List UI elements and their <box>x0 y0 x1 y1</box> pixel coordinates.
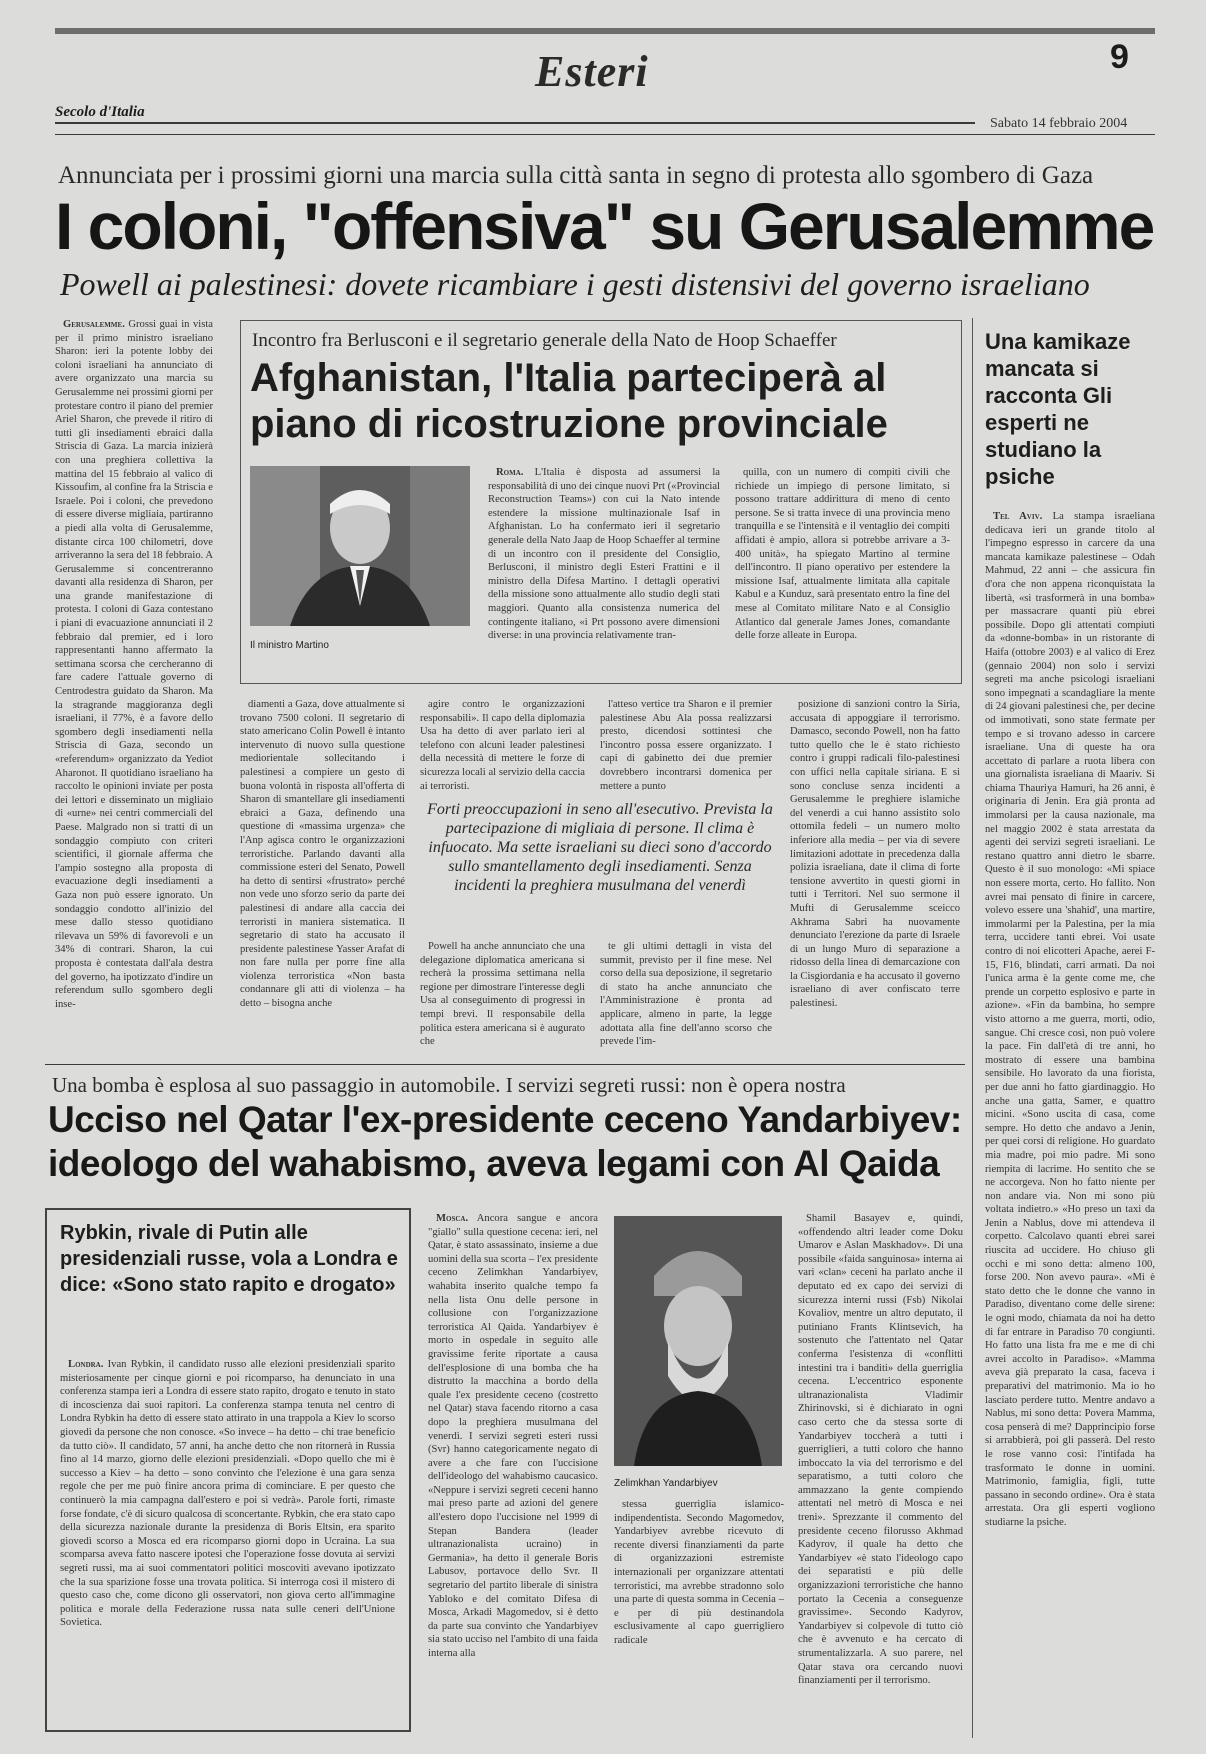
afghan-kicker: Incontro fra Berlusconi e il segretario generale della Nato de Hoop Schaeffer <box>252 330 837 351</box>
header-rule <box>55 122 975 124</box>
chechen-top-rule <box>45 1064 965 1065</box>
lead-col4b-text: te gli ultimi dettagli in vista del summit, previsto per il fine mese. Nel corso della sua deposizione, il segretario di stato ha anche annunciato che l'Amministrazione è pronta ad applicare, almeno in parte, la legge adottata alla fine dell'anno scorso che prevede l'im- <box>600 941 772 1048</box>
chechen-column-2 <box>798 1212 963 1737</box>
portrait-illustration <box>250 466 470 626</box>
lead-kicker: Annunciata per i prossimi giorni una marcia sulla città santa in segno di protesta allo sgombero di Gaza <box>58 162 1094 189</box>
lead-col2-text: diamenti a Gaza, dove attualmente si trovano 7500 coloni. Il segretario di stato americano Colin Powell è intanto intervenuto di nuovo sulla questione mediorientale sollecitando i palestinesi a compiere un gesto di buona volontà in risposta all'offerta di Sharon di smantellare gli insediamenti ebraici a Gaza, definendo una questione di «massima urgenza» che l'Anp agisca contro le organizzazioni terroristiche. Parlando davanti alla commissione esteri del Senato, Powell ha detto di sentirsi «frustrato» perché non vede uno sforzo serio da parte dei palestinesi di andare alla caccia dei terroristi in maniera sistematica. Il segretario di stato ha accusato il presidente palestinese Yasser Arafat di non fare nulla per porre fine alla violenza terroristica «Non basta condannare gli atti di violenza – ha detto – bisogna anche <box>240 699 405 1010</box>
rybkin-headline: Rybkin, rivale di Putin alle presidenziali russe, vola a Londra e dice: «Sono stato rapito e drogato» <box>60 1222 398 1296</box>
afghan-dateline: Roma. <box>496 467 524 478</box>
yandarbiyev-photo <box>614 1216 782 1466</box>
lead-column-2 <box>240 698 405 1053</box>
lead-column-3 <box>420 698 585 790</box>
sidebar-divider <box>972 318 973 1738</box>
chechen-kicker: Una bomba è esplosa al suo passaggio in automobile. I servizi segreti russi: non è opera nostra <box>52 1073 846 1097</box>
lead-column-4 <box>600 698 772 790</box>
chechen-under-photo-text: stessa guerriglia islamico-indipendentista. Secondo Magomedov, Yandarbiyev avrebbe ricevuto di recente diversi finanziamenti da parte di organizzazioni estremiste internazionali per organizzare attentati terroristici, ma avrebbe stradonno solo una parte di questa somma in Cecenia – e per di più destinandola esclusivamente al capo guerrigliero radicale <box>614 1499 784 1646</box>
header-rule-2 <box>55 134 1155 135</box>
top-rule <box>55 28 1155 34</box>
page-number: 9 <box>1110 38 1129 76</box>
rybkin-column <box>60 1358 395 1718</box>
sidebar-text: La stampa israeliana dedicava ieri un grande titolo al l'impegno espresso in carcere da una mancata kamikaze palestinese – Odah Mahmud, 22 anni – che assicura fin d'ora che non appena riconquistata la libertà, «si trasformerà in una bomba» per massacrare quanti più ebrei possibile. Dopo gli attentati compiuti da «donne-bomba» in un ristorante di Haifa (ottobre 2003) e al valico di Erez (gennaio 2004) non solo i servizi segreti ma anche psicologi israeliani sono impegnati a scandagliare la mente di 24 giovani palestinesi che, per decine od immotivati, sono state fermate per tempo e si trovano adesso in carcere israeliane. Una di queste ha ora accettato di parlare a ruota libera con una giornalista israeliana di Maariv. Si chiama Thauriya Hamuri, ha 26 anni, è originaria di Jenin. Era già pronta ad immolarsi per la causa nazionale, ma nel maggio 2002 è stata arrestata da agenti dei servizi segreti israeliani. Le restano quattro anni dietro le sbarre. Questo è il suo monologo: «Mi spiace non essere morta, certo. Ho fallito. Non avrei mai pensato di finire in carcere, volevo essere una 'shahid', una martire, immolarmi per la Palestina, per la mia terra, uccidere tanti ebrei. Voi usate contro di noi elicotteri Apache, aerei F-15, F16, blindati, carri armati. Da noi l'unica arma è la gente come me, che prende un corpetto esplosivo e parte in azione». «Fin da bambina, ho sempre visto attorno a me guerra, morti, odio, sangue. Chi cresce così, non può volere la pace. Fin dall'età di tre anni, ho mostrato di essere una bambina sensibile. Ho lavorato da una fiorista, per due anni ho fatto giardinaggio. Ho anche una gatta, Samer, e quattro micini. «Sono uscita di casa, come sempre. Ho detto che andavo a Jenin, per quei corsi di religione. Ho guardato mia madre, poi mio padre. Mi sono riempita di lacrime. Ho sentito che se ne accorgeva. Non ho fatto niente per non andare via. Non mi sono più voltata indietro.» «Ho preso un taxi da Jenin a Nablus, dove mi attendeva il corpetto. Calcolavo quanti ebrei sarei riuscita ad uccidere. Ho chiuso gli occhi e mi sono detta: almeno 100, forse 200. Non avevo paura». «Mi è stato detto che le donne che vanno in Paradiso, diventano come delle sirene: le ogni modo, chiamata da noi ha detto di far entrare in Paradiso 70 congiunti. Ho fatto una lista fra me e me di chi avrei accolto in Paradiso». «Mamma aveva già preparato la casa, faceva i preparativi del matrimonio. Ma io ho lasciato perdere tutto. Mentre andavo a Nablus, mi sono detta: Povera Mamma, cosa penserà di me? Dapprincipio forse si arrabbierà, poi gli passerà. Del resto le rose vanno così: l'intifada ha trasformato le donne in uomini. Matrimonio, famiglia, figli, tutte passano in secondo ordine». Ora è stata arrestata. Ora gli esperti vogliono studiarne la psiche. <box>985 511 1155 1528</box>
lead-col3b-text: Powell ha anche annunciato che una delegazione diplomatica americana si recherà la prossima settimana nella regione per dimostrare l'interesse degli Usa al conseguimento di progressi in tempi brevi. Il responsabile della politica estera americana si è augurato che <box>420 941 585 1048</box>
lead-col1-text: Grossi guai in vista per il primo ministro israeliano Sharon: ieri la potente lobby dei coloni israeliani ha annunciato di avere organizzato una marcia su Gerusalemme nei prossimi giorni per protestare contro il piano del premier Ariel Sharon, che prevede il ritiro di tutti gli insediamenti ebraici dalla Striscia di Gaza. La marcia inizierà con una preghiera collettiva la mattina del 15 febbraio al valico di Kissoufim, al confine fra la Striscia e Israele. Poi i coloni, che prevedono di essere diverse migliaia, partiranno a piedi alla volta di Gerusalemme, distante circa 100 chilometri, dove arriveranno la sera del 18 febbraio. A Gerusalemme si concentreranno davanti alla residenza di Sharon, per una grande manifestazione di protesta. I coloni di Gaza contestano i piani di evacuazione annunciati il 2 febbraio dal premier, ed i loro rappresentanti hanno affermato la settimana scorsa che cercheranno di fare cadere l'attuale governo di Centrodestra guidato da Sharon. Ma la stragrande maggioranza degli israeliani, il 77%, è a favore dello sgombero degli insediamenti nella Striscia di Gaza, secondo un «referendum» organizzato da Yediot Aharonot. Il quotidiano israeliano ha raccolto le opinioni inviate per posta dei lettori e disseminato un migliaio di «urne» nei centri commerciali del Paese. Malgrado non si tratti di un sondaggio compiuto con criteri scientifici, il giornale afferma che l'ampio sostegno alla proposta di evacuazione degli insediamenti a Gaza non può essere ignorato. Un sondaggio condotto all'inizio del mese dallo stesso quotidiano rilevava un 59% di favorevoli e un 34% di contrari. Sharon, la cui proposta è contestata dall'ala destra del governo, ha ipotizzato d'indire un referendum sullo sgombero degli inse- <box>55 319 213 1010</box>
masthead: Secolo d'Italia <box>55 104 145 120</box>
lead-col5-text: posizione di sanzioni contro la Siria, accusata di appoggiare il terrorismo. Damasco, secondo Powell, non ha fatto tutto quello che le è stato richiesto contro i gruppi radicali filo-palestinesi con uffici nella capitale siriana. E si sono concluse senza incidenti a Gerusalemme le preghiere islamiche del venerdì a cui hanno assistito solo ottomila fedeli – un numero molto inferiore alla media – per via di severe limitazioni adottate in precedenza dalla polizia israeliana, date il clima di forte tensione avvertito in questi giorni in tutti i Territori. Nel suo sermone il Mufti di Gerusalemme sceicco Akhrama Sabri ha nuovamente denunciato l'erezione da parte di Israele di un lungo Muro di separazione a ridosso della linea di demarcazione con la Cisgiordania e ha accusato il governo israeliano di aver confiscato terre palestinesi. <box>790 699 960 1010</box>
afghan-col1-text: L'Italia è disposta ad assumersi la responsabilità di uno dei cinque nuovi Prt («Provincial Reconstruction Teams») con cui la Nato intende estendere la missione multinazionale Isaf in Afghanistan. Lo ha confermato ieri il segretario generale della Nato Jaap de Hoop Schaeffer al termine di un incontro con il presidente del Consiglio, Berlusconi, il ministro degli Esteri Frattini e il ministro della Difesa Martino. I dettagli operativi della missione sono attualmente allo studio degli stati maggiori. Quanto alla consistenza numerica del contingente italiano, «i Prt possono avere dimensioni diverse: in una provincia relativamente tran- <box>488 467 720 642</box>
chechen-col2-text: Shamil Basayev e, quindi, «offendendo altri leader come Doku Umarov e Aslan Maskhadov». Di una possibile «faida sanguinosa» interna ai vari «clan» ceceni ha parlato anche il deputato ed ex capo dei servizi di sicurezza interni russi (Fsb) Nikolai Kovaliov, mentre un altro deputato, il putiniano Frants Klintsevich, ha sostenuto che l'attentato nel Qatar conferma l'esistenza di «conflitti intestini tra i banditi» della guerriglia cecena. L'eccentrico esponente ultranazionalista Vladimir Zhirinovski, si è dichiarato in ogni caso certo che da stessa sorte di Yandarbiyev toccherà a tutti i guerriglieri, a tutti coloro che hanno imboccato la via del terrorismo e del separatismo, a tutti coloro che ammazzano la gente compiendo attentati nel metrò di Mosca e nei treni». Sprezzante il commento del presidente ceceno filorusso Akhmad Kadyrov, il quale ha detto che Yandarbiyev «è stato l'ideologo capo dei separatisti e più delle organizzazioni terroristiche che hanno portato la Cecenia a conseguenze gravissime». Secondo Kadyrov, Yandarbiyev si colpevole di tutto ciò che è avvenuto e ha cercato di strumentalizzarla. A suo parere, nel Qatar stava ora cercando nuovi finanziamenti per il terrorismo. <box>798 1213 963 1687</box>
chechen-column-under-photo <box>614 1498 784 1738</box>
afghan-column-1 <box>488 466 720 674</box>
lead-headline: I coloni, "offensiva" su Gerusalemme <box>55 189 1154 263</box>
afghan-column-2 <box>735 466 950 674</box>
chechen-col1-text: Ancora sangue e ancora "giallo" sulla questione cecena: ieri, nel Qatar, è stato assassinato, insieme a due uomini della sua scorta – l'ex presidente ceceno Zelimkhan Yandarbiyev, wahabita inserito qualche tempo fa nella lista Onu delle persone in collusione con l'organizzazione terroristica Al Qaida. Yandarbiyev è morto in ospedale in seguito alle gravissime ferite riportate a causa dell'esplosione di una bomba che ha distrutto la macchina a bordo della quale l'ex presidente ceceno (costretto nel Qatar) stava facendo ritorno a casa dopo la preghiera musulmana del venerdì. I servizi segreti esteri russi (Svr) hanno categoricamente negato di avere a che fare con l'uccisione dell'ideologo del wahabismo caucasico. «Neppure i servizi segreti ceceni hanno mai preso parte ad azioni del genere all'estero dopo l'uccisione nel 1999 di Stepan Bandera (leader ultranazionalista ucraino) in Germania», ha detto il generale Boris Labusov, portavoce dello Svr. Il segretario del partito liberale di sinistra Yabloko e del comitato Difesa di Mosca, Arkadi Magomedov, si è detto da parte sua convinto che Yandarbiyev sia stato ucciso nel l'ambito di una faida interna alla <box>428 1213 598 1659</box>
lead-subheadline: Powell ai palestinesi: dovete ricambiare i gesti distensivi del governo israeliano <box>60 266 1090 302</box>
sidebar-dateline: Tel Aviv. <box>993 511 1043 522</box>
lead-column-4b <box>600 940 772 1053</box>
martino-photo <box>250 466 470 626</box>
lead-col3-text: agire contro le organizzazioni responsabili». Il capo della diplomazia Usa ha detto di aver parlato ieri al telefono con alcuni leader palestinesi della necessità di mettere le forze di sicurezza locali al servizio della caccia ai terroristi. <box>420 699 585 790</box>
lead-column-5 <box>790 698 960 1053</box>
lead-column-1 <box>55 318 213 1053</box>
lead-column-3b <box>420 940 585 1053</box>
chechen-column-1 <box>428 1212 598 1737</box>
lead-dateline: Gerusalemme. <box>63 319 125 330</box>
afghan-headline: Afghanistan, l'Italia parteciperà al piano di ricostruzione provinciale <box>250 356 888 446</box>
lead-col4-text: l'atteso vertice tra Sharon e il premier palestinese Abu Ala possa realizzarsi presto, dicendosi sottintesi che l'incontro possa essere organizzato. I capi di gabinetto dei due premier dovrebbero incontrarsi domenica per mettere a punto <box>600 699 772 790</box>
rybkin-dateline: Londra. <box>68 1359 104 1370</box>
yandarbiyev-caption: Zelimkhan Yandarbiyev <box>614 1478 718 1489</box>
section-title: Esteri <box>535 47 649 96</box>
chechen-headline-line-1: Ucciso nel Qatar l'ex-presidente ceceno Yandarbiyev: <box>48 1099 962 1140</box>
sidebar-headline: Una kamikaze mancata si racconta Gli esperti ne studiano la psiche <box>985 329 1131 489</box>
sidebar-column <box>985 510 1155 1735</box>
afghan-col2-text: quilla, con un numero di compiti civili che richiede un impiego di persone limitato, si possono trattare addirittura di meno di cento persone. Se si tratta invece di una provincia meno tranquilla e se l'intensità e il ventaglio dei compiti affidati è ampio, allora si potrebbe arrivare a 3-400 unità», ha spiegato Martino al termine dell'incontro. Il piano operativo per estendere la missione Isaf, attualmente limitata alla capitale Kabul e a Kunduz, sarà presentato entro la fine del mese al Comitato militare Nato e al Consiglio Atlantico dal generale James Jones, comandante delle forze alleate in Europa. <box>735 467 950 642</box>
pull-quote: Forti preoccupazioni in seno all'esecutivo. Prevista la partecipazione di migliaia di persone. Il clima è infuocato. Ma sette israeliani su dieci sono d'accordo sullo smantellamento degli insediamenti. Senza incidenti la preghiera musulmana del venerdì <box>427 801 773 894</box>
rybkin-text: Ivan Rybkin, il candidato russo alle elezioni presidenziali sparito misteriosamente per cinque giorni e poi ricomparso, ha denunciato in una conferenza stampa ieri a Londra di essere stato rapito, drogato e tenuto in stato di incoscienza dai suoi rapitori. La conferenza stampa tenuta nel centro di Londra Rybkin ha detto di essere stato attirato in una trappola a Kiev lo scorso giovedì da persone che non conosce. «So invece – ha detto – chi trae beneficio da tutto ciò». Il candidato, 57 anni, ha anche detto che non ritornerà in Russia fino al 14 marzo, giorno delle elezioni presidenziali. «Dopo quello che mi è successo a Kiev – ha detto – sono convinto che l'elezione è una gara senza regole che per me può finire ancora prima di cominciare. E per questo che continuerò la mia campagna dall'estero e poi si vedrà». Parole forti, rimaste forse fondate, c'è di sicuro qualcosa di sconcertante. Rybkin, che era stato capo della sicurezza nazionale durante la presidenza di Boris Eltsin, era sparito giovedì scorso a Mosca ed era ricomparso giorni dopo in Ucraina. La sua scomparsa aveva fatto nascere ipotesi che l'operazione fosse dovuta ai servizi segreti russi, ma ai suoi commentatori politici moscoviti avevano ipotizzato che la sua sparizione fosse una trovata politica. Si interroga così il mistero di questo caso che, come dicono gli osservatori, non giova certo all'immagine politica e morale della Federazione russa nata sulle ceneri dell'Unione Sovietica. <box>60 1359 395 1629</box>
martino-caption: Il ministro Martino <box>250 640 329 651</box>
chechen-headline-line-2: ideologo del wahabismo, aveva legami con Al Qaida <box>48 1143 940 1184</box>
chechen-dateline: Mosca. <box>436 1213 469 1224</box>
issue-date: Sabato 14 febbraio 2004 <box>990 116 1128 131</box>
chechen-headline <box>48 1098 962 1186</box>
portrait-illustration-2 <box>614 1216 782 1466</box>
